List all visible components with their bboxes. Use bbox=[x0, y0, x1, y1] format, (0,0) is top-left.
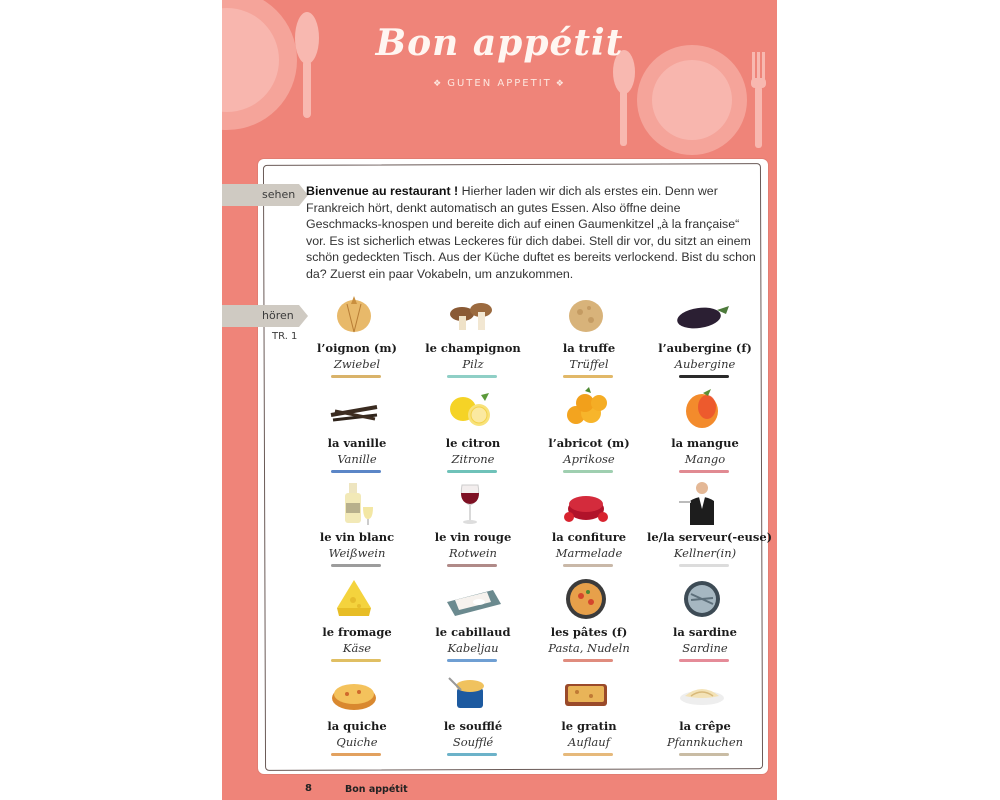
vocab-french: le/la serveur(-euse) bbox=[647, 530, 773, 544]
vocab-item bbox=[299, 574, 415, 669]
cheese-icon bbox=[299, 574, 415, 622]
color-underline bbox=[447, 375, 497, 378]
vocab-french: la quiche bbox=[327, 719, 387, 733]
intro-text: Hierher laden wir dich als erstes ein. Denn wer Frankreich hört, denkt automatisch an gutes Essen. Also öffne deine Geschmacks-knospen und bereite dich auf einen Gaumenkitzel „à la française“ vor. Es ist sicherlich etwas Leckeres für dich dabei. Stell dir vor, du sitzt an einem schön gedeckten Tisch. Aus der Küche duftet es bereits verlockend. Bist du schon da? Zuerst ein paar Vokabeln, um anzukommen. bbox=[306, 184, 756, 281]
vocab-french: la confiture bbox=[551, 530, 627, 544]
onion-icon bbox=[299, 290, 415, 338]
color-underline bbox=[331, 753, 381, 756]
vocab-french: l’aubergine (f) bbox=[658, 341, 752, 355]
vocab-item bbox=[415, 479, 531, 574]
quiche-icon bbox=[299, 668, 415, 716]
vanilla-icon bbox=[299, 385, 415, 433]
vocab-item bbox=[531, 479, 647, 574]
crepe-icon bbox=[647, 668, 763, 716]
vocab-item bbox=[647, 290, 763, 385]
vocab-german: Soufflé bbox=[452, 735, 494, 749]
color-underline bbox=[447, 753, 497, 756]
color-underline bbox=[563, 753, 613, 756]
vocab-german: Trüffel bbox=[569, 357, 609, 371]
vocab-french: la crêpe bbox=[679, 719, 731, 733]
vocab-french: le cabillaud bbox=[435, 624, 511, 639]
vocab-item bbox=[647, 479, 773, 574]
color-underline bbox=[679, 375, 729, 378]
gratin-icon bbox=[531, 668, 647, 716]
vocab-french: le vin blanc bbox=[319, 530, 395, 544]
vocab-french: la mangue bbox=[671, 435, 739, 450]
vocab-german: Zwiebel bbox=[333, 357, 381, 371]
tab-sehen bbox=[222, 184, 299, 206]
vocab-german: Kellner(in) bbox=[673, 546, 737, 560]
vocab-german: Quiche bbox=[336, 735, 378, 749]
vocab-french: l’abricot (m) bbox=[548, 435, 630, 450]
vocab-item bbox=[299, 290, 415, 385]
page-number: 8 bbox=[305, 783, 312, 794]
vocab-item bbox=[647, 574, 763, 669]
color-underline bbox=[447, 470, 497, 473]
color-underline bbox=[679, 564, 729, 567]
vocab-item bbox=[647, 668, 763, 763]
footer-title: Bon appétit bbox=[345, 784, 408, 795]
vocab-german: Pfannkuchen bbox=[666, 735, 744, 749]
lemon-icon bbox=[415, 385, 531, 433]
sardine-icon bbox=[647, 574, 763, 622]
vocab-item bbox=[415, 574, 531, 669]
vocab-item bbox=[531, 290, 647, 385]
color-underline bbox=[331, 470, 381, 473]
intro-bold: Bienvenue au restaurant ! bbox=[306, 184, 459, 198]
color-underline bbox=[331, 375, 381, 378]
tab-hoeren-label: hören bbox=[262, 309, 294, 322]
vocab-item bbox=[415, 290, 531, 385]
vocab-german: Marmelade bbox=[555, 546, 623, 560]
vocab-item bbox=[531, 574, 647, 669]
color-underline bbox=[331, 564, 381, 567]
vocab-french: la vanille bbox=[327, 435, 387, 450]
vocab-french: le fromage bbox=[322, 624, 392, 639]
vocab-item bbox=[415, 385, 531, 480]
vocab-german: Sardine bbox=[682, 640, 728, 655]
color-underline bbox=[563, 564, 613, 567]
track-number: TR. 1 bbox=[272, 331, 298, 342]
color-underline bbox=[447, 659, 497, 662]
vocab-item bbox=[299, 668, 415, 763]
color-underline bbox=[563, 375, 613, 378]
vocab-item bbox=[299, 479, 415, 574]
color-underline bbox=[563, 659, 613, 662]
vocab-german: Käse bbox=[342, 640, 372, 655]
vocab-german: Pilz bbox=[462, 357, 484, 371]
vocab-german: Aprikose bbox=[563, 451, 615, 466]
mushroom-icon bbox=[415, 290, 531, 338]
apricot-icon bbox=[531, 385, 647, 433]
color-underline bbox=[563, 470, 613, 473]
tab-sehen-label: sehen bbox=[262, 188, 296, 201]
page-title: Bon appétit bbox=[375, 22, 624, 64]
vocab-item bbox=[647, 385, 763, 480]
mango-icon bbox=[647, 385, 763, 433]
vocab-french: les pâtes (f) bbox=[550, 624, 628, 639]
eggplant-icon bbox=[647, 290, 763, 338]
vocab-french: le gratin bbox=[561, 719, 617, 733]
vocab-german: Pasta, Nudeln bbox=[548, 640, 630, 655]
red-wine-icon bbox=[415, 479, 531, 527]
vocab-german: Rotwein bbox=[449, 546, 497, 560]
ornament-right-icon: ❖ bbox=[555, 79, 566, 89]
vocab-german: Mango bbox=[684, 451, 726, 466]
color-underline bbox=[679, 470, 729, 473]
cod-icon bbox=[415, 574, 531, 622]
color-underline bbox=[679, 659, 729, 662]
vocab-item bbox=[531, 668, 647, 763]
vocab-german: Weißwein bbox=[328, 546, 386, 560]
vocab-german: Auflauf bbox=[568, 735, 610, 749]
vocab-german: Kabeljau bbox=[447, 640, 499, 655]
subtitle-text: GUTEN APPETIT bbox=[447, 78, 552, 89]
color-underline bbox=[679, 753, 729, 756]
color-underline bbox=[447, 564, 497, 567]
vocab-german: Zitrone bbox=[451, 451, 495, 466]
ornament-left-icon: ❖ bbox=[433, 79, 444, 89]
white-wine-icon bbox=[299, 479, 415, 527]
vocab-german: Vanille bbox=[337, 451, 377, 466]
color-underline bbox=[331, 659, 381, 662]
tab-hoeren bbox=[222, 305, 299, 327]
vocab-french: la truffe bbox=[562, 341, 616, 355]
truffle-icon bbox=[531, 290, 647, 338]
souffle-icon bbox=[415, 668, 531, 716]
vocab-french: la sardine bbox=[673, 624, 737, 639]
vocab-french: le soufflé bbox=[443, 719, 503, 733]
vocab-french: l’oignon (m) bbox=[317, 341, 397, 355]
vocab-item bbox=[299, 385, 415, 480]
vocab-french: le citron bbox=[445, 435, 501, 450]
vocab-french: le vin rouge bbox=[434, 530, 512, 544]
page-subtitle bbox=[222, 78, 777, 89]
waiter-icon bbox=[647, 479, 763, 527]
pasta-icon bbox=[531, 574, 647, 622]
intro-paragraph bbox=[306, 183, 756, 282]
jam-icon bbox=[531, 479, 647, 527]
vocab-french: le champignon bbox=[425, 341, 521, 355]
vocab-item bbox=[415, 668, 531, 763]
vocab-item bbox=[531, 385, 647, 480]
vocab-german: Aubergine bbox=[674, 357, 736, 371]
